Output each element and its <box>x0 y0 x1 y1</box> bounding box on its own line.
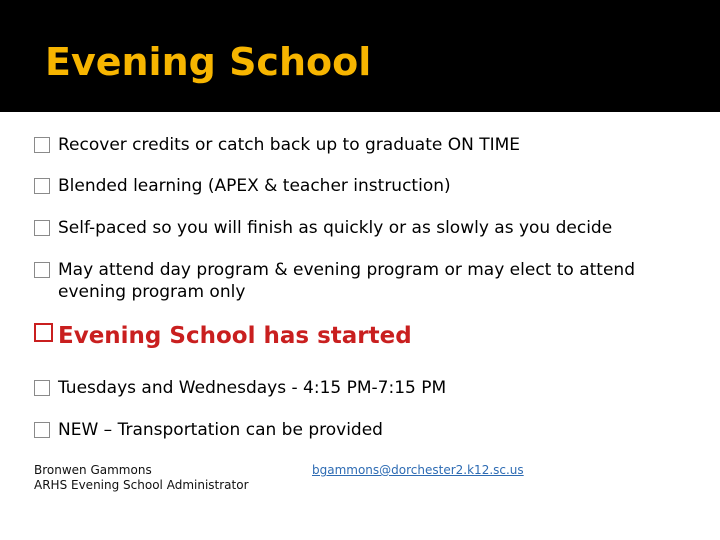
bullet-text: Blended learning (APEX & teacher instruction) <box>58 176 451 196</box>
bullet-blended-learning <box>34 175 684 197</box>
checkbox-icon <box>34 178 50 194</box>
slide-title: Evening School <box>45 40 372 84</box>
footer-role: ARHS Evening School Administrator <box>34 478 249 492</box>
checkbox-icon <box>34 220 50 236</box>
checkbox-icon <box>34 262 50 278</box>
footer-name: Bronwen Gammons <box>34 463 152 477</box>
bullet-recover-credits <box>34 134 684 156</box>
checkbox-icon <box>34 137 50 153</box>
bullet-attend-options <box>34 259 684 303</box>
checkbox-icon <box>34 323 53 342</box>
bullet-text: Recover credits or catch back up to graduate ON TIME <box>58 135 521 155</box>
highlight-bullet <box>34 322 684 350</box>
bullet-text: Self-paced so you will finish as quickly or as slowly as you decide <box>58 218 613 238</box>
bullet-self-paced <box>34 217 684 239</box>
checkbox-icon <box>34 422 50 438</box>
bullet-text: May attend day program & evening program or may elect to attend evening program only <box>58 260 635 302</box>
bullet-text: NEW – Transportation can be provided <box>58 420 383 440</box>
bullet-schedule <box>34 377 684 399</box>
email-link[interactable]: bgammons@dorchester2.k12.sc.us <box>312 463 524 477</box>
highlight-text: Evening School has started <box>58 323 412 349</box>
checkbox-icon <box>34 380 50 396</box>
bullet-text: Tuesdays and Wednesdays - 4:15 PM-7:15 PM <box>58 378 447 398</box>
bullet-transportation <box>34 419 684 441</box>
